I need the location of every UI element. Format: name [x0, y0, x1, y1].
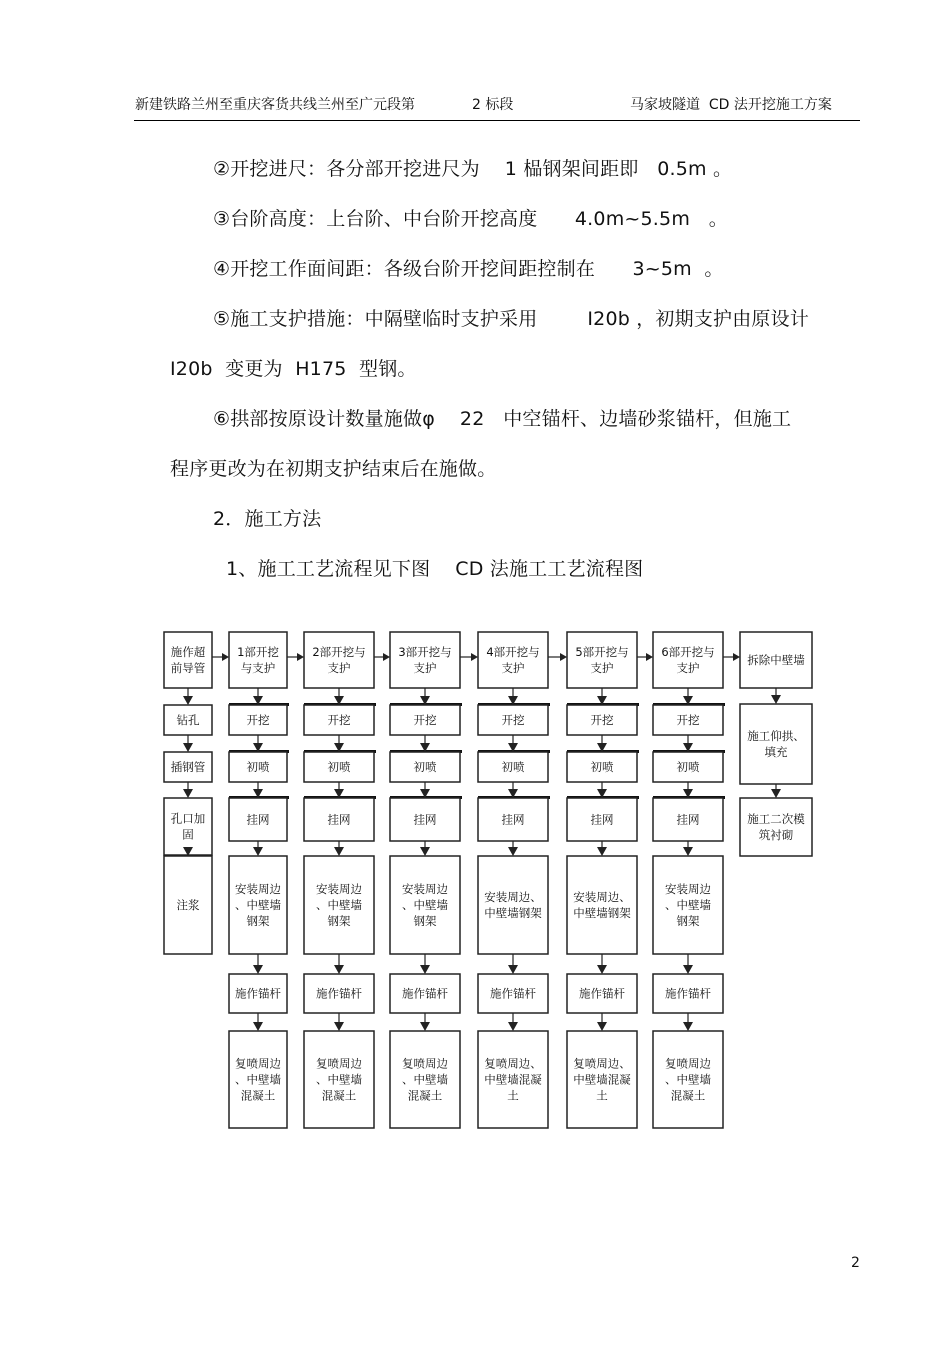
part3-step-2-label: 开挖	[413, 713, 437, 727]
header-title-right: 马家坡隧道 CD 法开挖施工方案	[630, 97, 832, 113]
para-support-measures: ⑤施工支护措施：中隔壁临时支护采用 I20b ，初期支护由原设计	[213, 308, 810, 330]
part2-step-3-label: 初喷	[327, 760, 351, 774]
part5-arrow-4-head	[597, 847, 607, 856]
part5-step-4-label: 挂网	[590, 812, 614, 827]
top-flow-arrow-3-head	[383, 653, 390, 661]
part4-arrow-4-head	[508, 847, 518, 856]
final-step-3	[740, 798, 812, 856]
section-heading-method: 2．施工方法	[213, 508, 322, 530]
pre-support-step-1-label: 施作超前导管	[170, 645, 206, 675]
part1-step-1	[229, 632, 287, 688]
para-excavation-step: ②开挖进尺：各分部开挖进尺为 1 榀钢架间距即 0.5m 。	[213, 158, 733, 180]
part3-step-3-label: 初喷	[413, 760, 437, 774]
top-flow-arrow-7-head	[733, 653, 740, 661]
top-flow-arrow-4-head	[471, 653, 478, 661]
part4-step-1	[478, 632, 548, 688]
part5-step-6-label: 施作锚杆	[579, 986, 625, 1001]
part1-step-6-label: 施作锚杆	[235, 986, 281, 1001]
part3-step-1-label: 3部开挖与支护	[398, 645, 452, 675]
final-step-1-label: 拆除中壁墙	[747, 653, 805, 667]
part6-step-5-label: 安装周边、中壁墙钢架	[665, 882, 711, 928]
part2-step-1	[304, 632, 374, 688]
part3-step-6-label: 施作锚杆	[402, 986, 448, 1001]
part2-step-1-label: 2部开挖与支护	[312, 645, 366, 675]
part4-step-4-label: 挂网	[501, 812, 525, 827]
part4-step-6-label: 施作锚杆	[490, 986, 536, 1001]
pre-support-step-2-label: 钻孔	[176, 713, 200, 727]
pre-support-arrow-3-head	[183, 789, 193, 798]
part4-step-5-label: 安装周边、中壁墙钢架	[484, 890, 542, 920]
part1-step-7-label: 复喷周边、中壁墙混凝土	[235, 1056, 281, 1103]
part6-step-1	[653, 632, 723, 688]
pre-support-step-3-label: 插钢管	[170, 760, 206, 774]
part5-step-3-label: 初喷	[590, 760, 614, 774]
part1-step-2-label: 开挖	[246, 713, 270, 727]
part5-step-1	[567, 632, 637, 688]
part2-arrow-4-head	[334, 847, 344, 856]
part2-step-6-label: 施作锚杆	[316, 986, 362, 1001]
part6-arrow-6-head	[683, 1022, 693, 1031]
part1-step-5-label: 安装周边、中壁墙钢架	[235, 882, 281, 928]
part2-step-7-label: 复喷周边、中壁墙混凝土	[316, 1056, 362, 1103]
part6-step-7-label: 复喷周边、中壁墙混凝土	[665, 1056, 711, 1103]
part6-step-6-label: 施作锚杆	[665, 986, 711, 1001]
part2-step-2-label: 开挖	[327, 713, 351, 727]
part1-arrow-6-head	[253, 1022, 263, 1031]
final-step-3-label: 施工二次模筑衬砌	[747, 812, 805, 842]
page-number: 2	[851, 1255, 860, 1271]
part6-step-4-label: 挂网	[676, 812, 700, 827]
final-step-2	[740, 704, 812, 784]
part3-step-7-label: 复喷周边、中壁墙混凝土	[402, 1056, 448, 1103]
pre-support-step-4	[164, 798, 212, 855]
final-arrow-1-head	[771, 695, 781, 704]
para-support-measures-cont: I20b 变更为 H175 型钢。	[170, 358, 417, 380]
para-bench-height: ③台阶高度：上台阶、中台阶开挖高度 4.0m~5.5m 。	[213, 208, 728, 230]
part2-step-4-label: 挂网	[327, 812, 351, 827]
para-anchor-bolts: ⑥拱部按原设计数量施做φ 22 中空锚杆、边墙砂浆锚杆，但施工	[213, 408, 792, 430]
part5-step-1-label: 5部开挖与支护	[575, 645, 629, 675]
part3-arrow-5-head	[420, 965, 430, 974]
part4-step-3-label: 初喷	[501, 760, 525, 774]
part3-step-5-label: 安装周边、中壁墙钢架	[402, 882, 448, 928]
para-anchor-bolts-cont: 程序更改为在初期支护结束后在施做。	[170, 458, 497, 480]
top-flow-arrow-6-head	[646, 653, 653, 661]
part4-arrow-5-head	[508, 965, 518, 974]
top-flow-arrow-5-head	[560, 653, 567, 661]
header-title-left: 新建铁路兰州至重庆客货共线兰州至广元段第	[135, 97, 415, 113]
part3-step-1	[390, 632, 460, 688]
part1-arrow-5-head	[253, 965, 263, 974]
part2-arrow-5-head	[334, 965, 344, 974]
part6-step-3-label: 初喷	[676, 760, 700, 774]
part6-step-1-label: 6部开挖与支护	[661, 645, 715, 675]
part4-step-5	[478, 856, 548, 954]
part4-arrow-6-head	[508, 1022, 518, 1031]
pre-support-step-5-label: 注浆	[176, 898, 200, 912]
part5-step-7-label: 复喷周边、中壁墙混凝土	[573, 1056, 631, 1103]
part5-arrow-5-head	[597, 965, 607, 974]
part4-step-1-label: 4部开挖与支护	[486, 645, 540, 675]
part5-step-2-label: 开挖	[590, 713, 614, 727]
pre-support-step-4-label: 孔口加固	[170, 811, 206, 842]
part6-arrow-4-head	[683, 847, 693, 856]
part3-step-4-label: 挂网	[413, 812, 437, 827]
part4-step-2-label: 开挖	[501, 713, 525, 727]
para-face-spacing: ④开挖工作面间距：各级台阶开挖间距控制在 3~5m 。	[213, 258, 724, 280]
top-flow-arrow-2-head	[297, 653, 304, 661]
final-arrow-2-head	[771, 789, 781, 798]
pre-support-arrow-1-head	[183, 696, 193, 705]
part3-arrow-6-head	[420, 1022, 430, 1031]
header-section: 2 标段	[472, 97, 514, 113]
part5-arrow-6-head	[597, 1022, 607, 1031]
part5-step-5-label: 安装周边、中壁墙钢架	[573, 890, 631, 920]
part6-step-2-label: 开挖	[676, 713, 700, 727]
part5-step-5	[567, 856, 637, 954]
top-flow-arrow-1-head	[222, 653, 229, 661]
part1-step-3-label: 初喷	[246, 760, 270, 774]
final-step-2-label: 施工仰拱、填充	[747, 729, 805, 759]
para-flowchart-caption: 1、施工工艺流程见下图 CD 法施工工艺流程图	[226, 558, 644, 580]
part1-step-1-label: 1部开挖与支护	[237, 645, 279, 675]
pre-support-step-1	[164, 632, 212, 688]
part4-step-7-label: 复喷周边、中壁墙混凝土	[484, 1056, 542, 1103]
part6-arrow-5-head	[683, 965, 693, 974]
part2-arrow-6-head	[334, 1022, 344, 1031]
part2-step-5-label: 安装周边、中壁墙钢架	[316, 882, 362, 928]
pre-support-arrow-2-head	[183, 743, 193, 752]
part3-arrow-4-head	[420, 847, 430, 856]
part1-step-4-label: 挂网	[246, 812, 270, 827]
part1-arrow-4-head	[253, 847, 263, 856]
